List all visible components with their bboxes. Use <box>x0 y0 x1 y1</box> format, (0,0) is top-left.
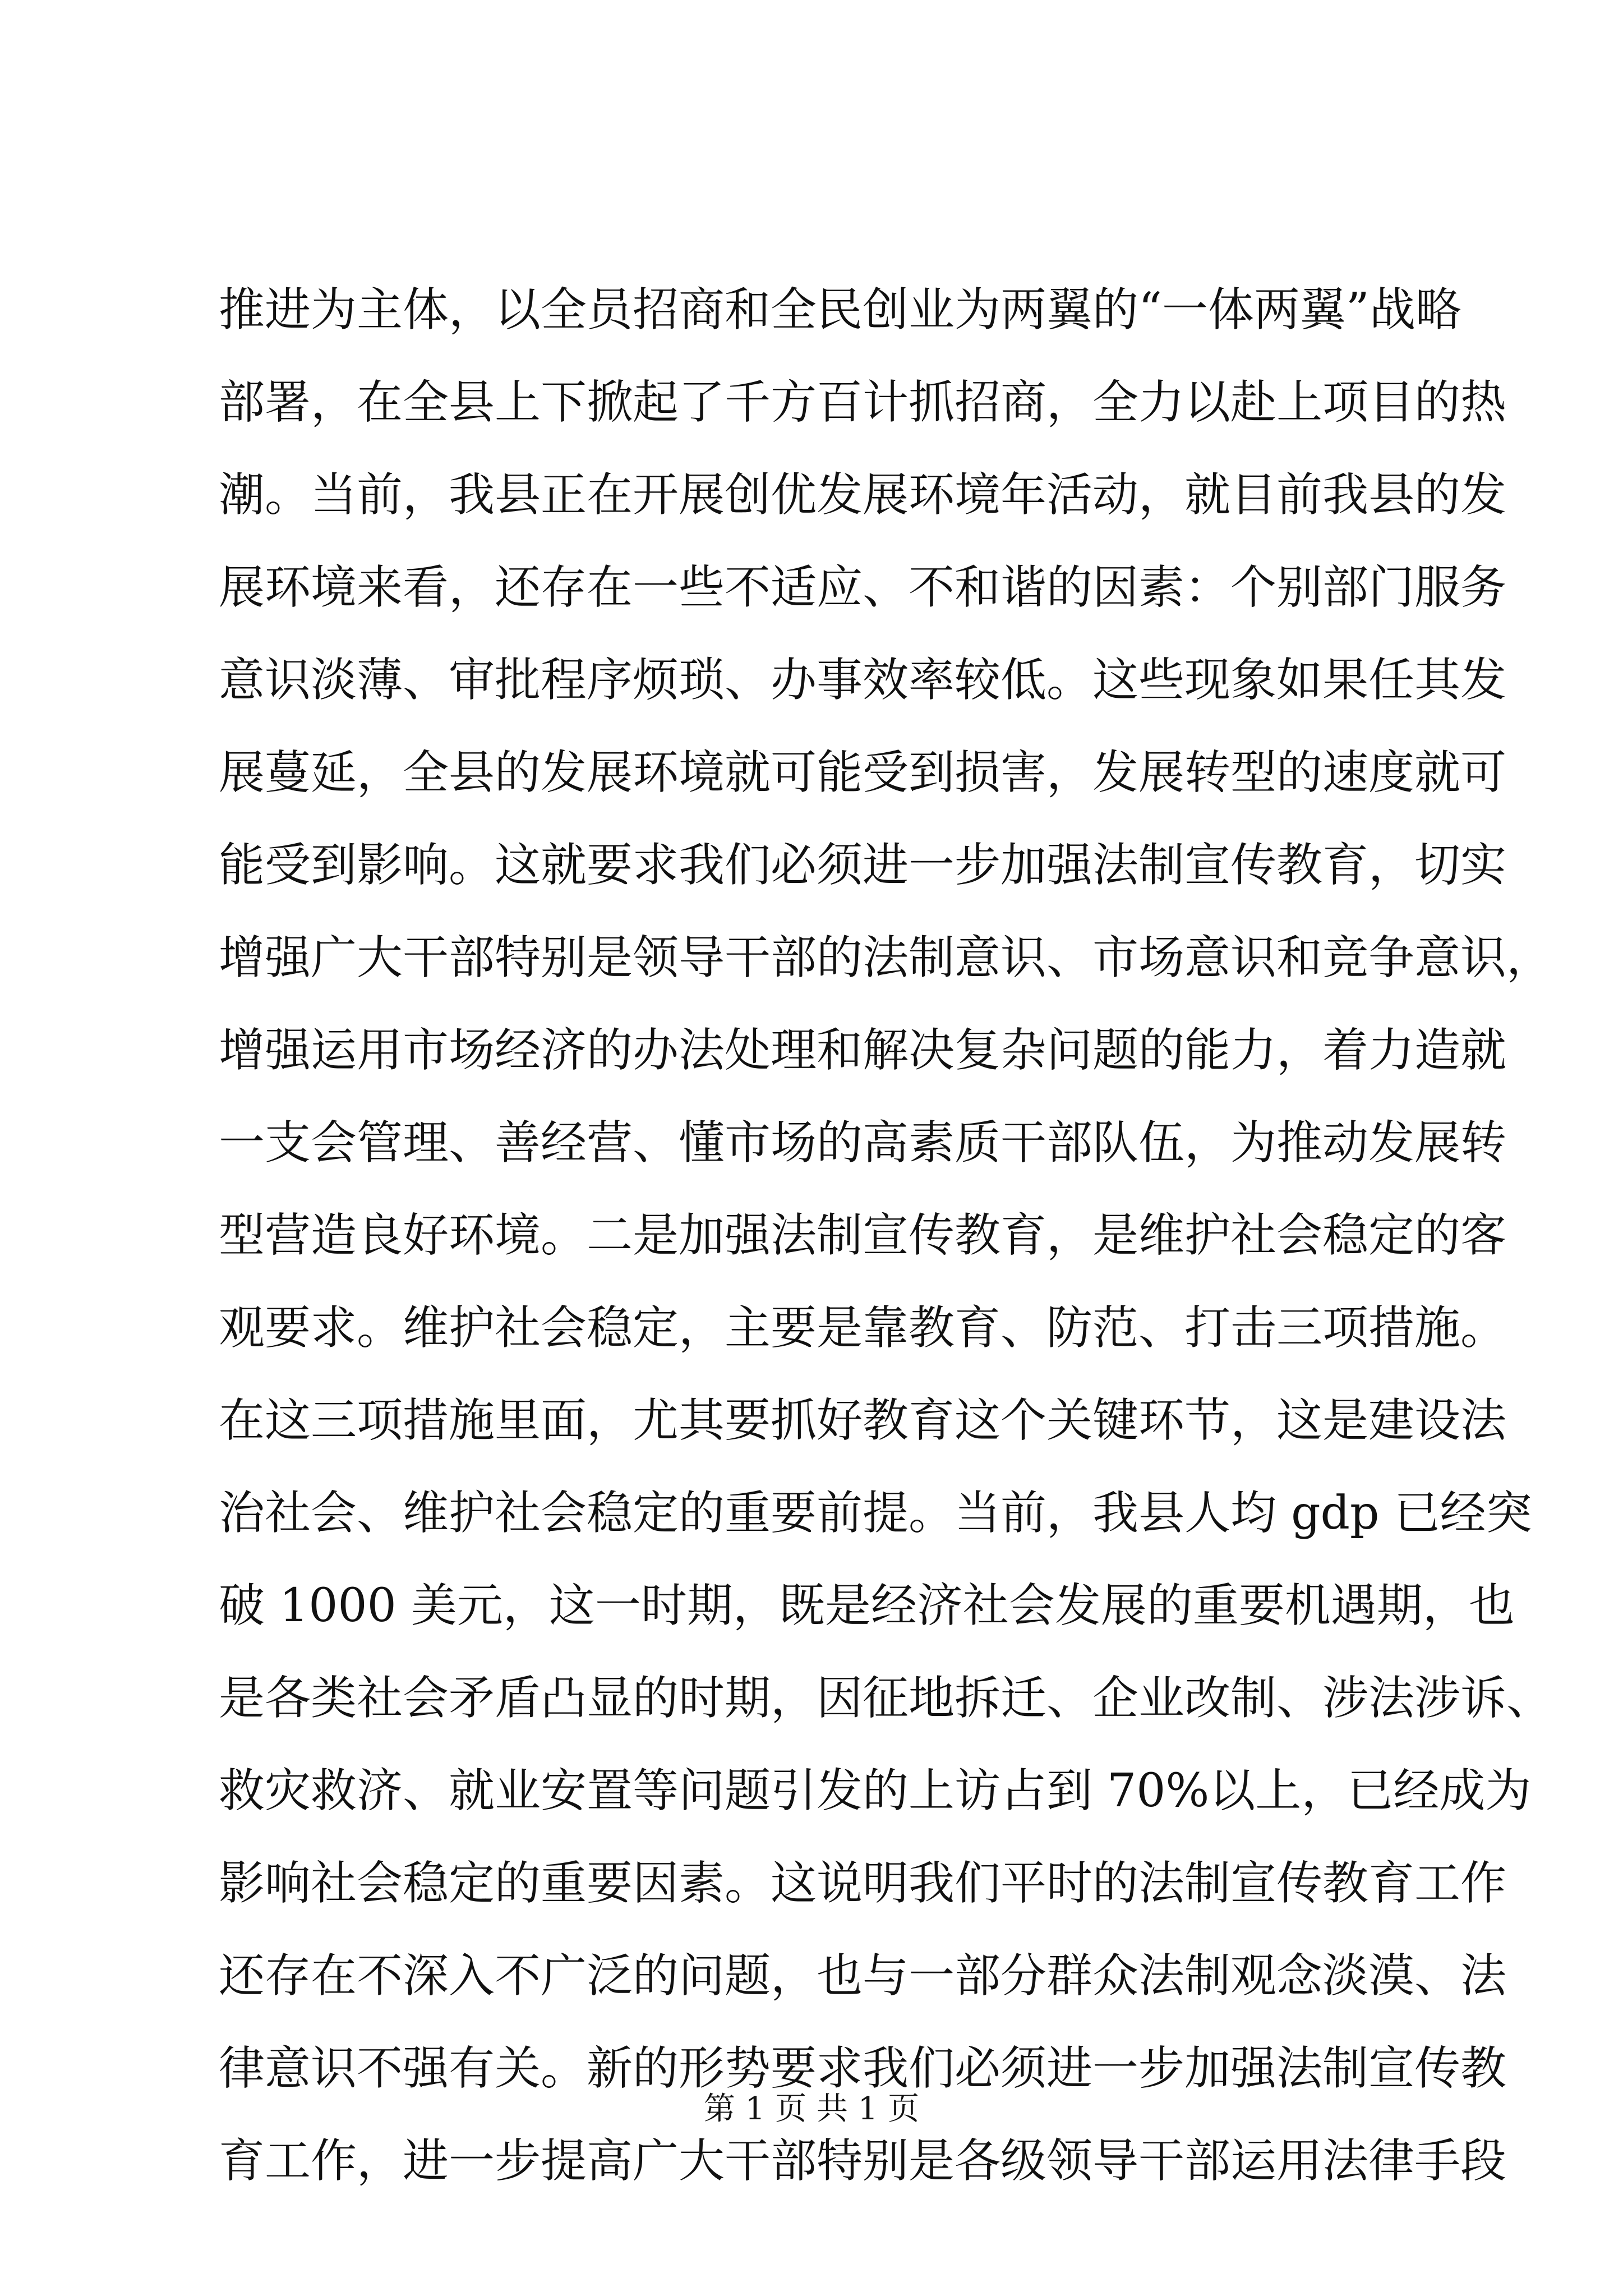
text-line: 律意识不强有关。新的形势要求我们必须进一步加强法制宣传教 <box>219 2042 1507 2095</box>
text-line: 观要求。维护社会稳定，主要是靠教育、防范、打击三项措施。 <box>219 1301 1507 1355</box>
text-line: 破 1000 美元，这一时期，既是经济社会发展的重要机遇期，也 <box>219 1579 1515 1632</box>
text-line: 一支会管理、善经营、懂市场的高素质干部队伍，为推动发展转 <box>219 1116 1507 1170</box>
body-text <box>219 264 1553 2207</box>
text-line: 意识淡薄、审批程序烦琐、办事效率较低。这些现象如果任其发 <box>219 654 1507 707</box>
text-line: 救灾救济、就业安置等问题引发的上访占到 70%以上，已经成为 <box>219 1764 1532 1818</box>
page-number-footer: 第 1 页 共 1 页 <box>703 2091 920 2127</box>
text-line: 能受到影响。这就要求我们必须进一步加强法制宣传教育，切实 <box>219 839 1507 892</box>
text-line: 在这三项措施里面，尤其要抓好教育这个关键环节，这是建设法 <box>219 1394 1507 1447</box>
text-line: 推进为主体，以全员招商和全民创业为两翼的“一体两翼”战略 <box>219 283 1461 337</box>
text-line: 还存在不深入不广泛的问题，也与一部分群众法制观念淡漠、法 <box>219 1949 1507 2003</box>
text-line: 展蔓延，全县的发展环境就可能受到损害，发展转型的速度就可 <box>219 746 1507 799</box>
text-line: 育工作，进一步提高广大干部特别是各级领导干部运用法律手段 <box>219 2134 1507 2188</box>
text-line: 部署，在全县上下掀起了千方百计抓招商，全力以赴上项目的热 <box>219 376 1507 429</box>
text-line: 型营造良好环境。二是加强法制宣传教育，是维护社会稳定的客 <box>219 1209 1507 1262</box>
text-line: 治社会、维护社会稳定的重要前提。当前，我县人均 gdp 已经突 <box>219 1487 1532 1540</box>
text-line: 是各类社会矛盾凸显的时期，因征地拆迁、企业改制、涉法涉诉、 <box>219 1672 1553 1725</box>
text-line: 增强运用市场经济的办法处理和解决复杂问题的能力，着力造就 <box>219 1024 1507 1077</box>
text-line: 潮。当前，我县正在开展创优发展环境年活动，就目前我县的发 <box>219 468 1507 522</box>
text-line: 影响社会稳定的重要因素。这说明我们平时的法制宣传教育工作 <box>219 1857 1507 1910</box>
text-line: 增强广大干部特别是领导干部的法制意识、市场意识和竞争意识， <box>219 931 1553 984</box>
text-line: 展环境来看，还存在一些不适应、不和谐的因素：个别部门服务 <box>219 561 1507 614</box>
